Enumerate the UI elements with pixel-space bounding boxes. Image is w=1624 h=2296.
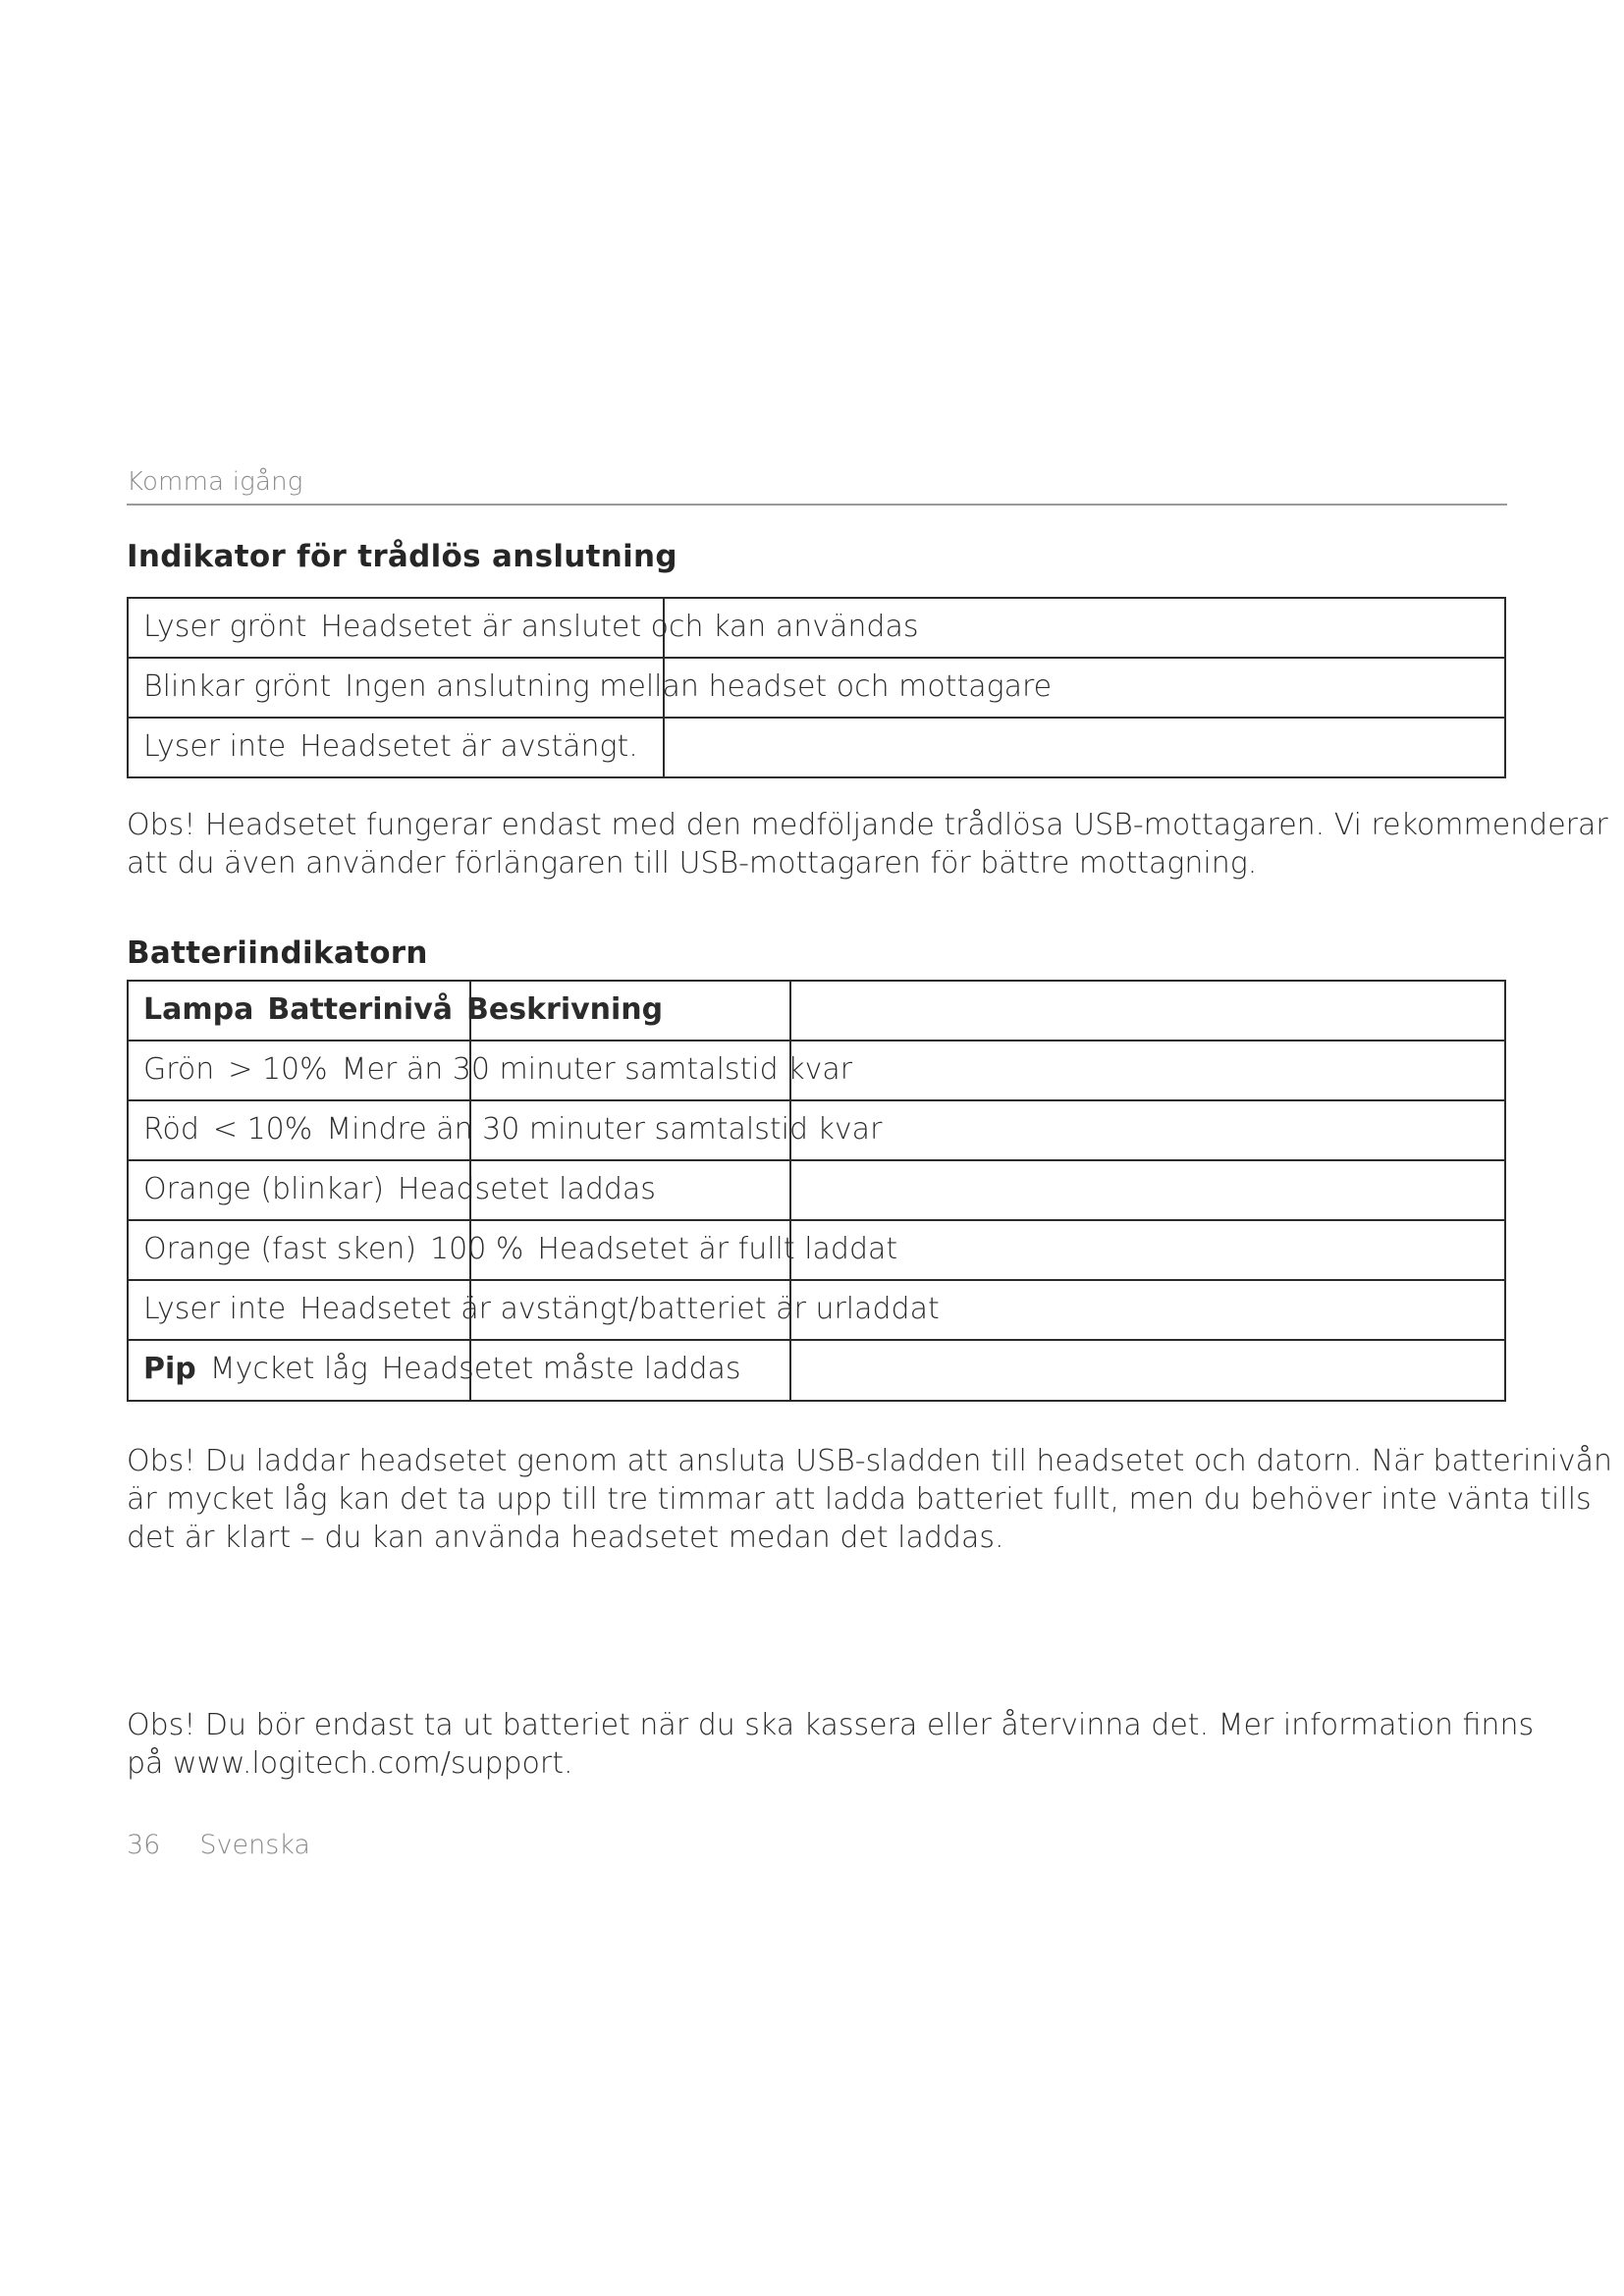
level-cell: Mycket låg: [209, 1352, 368, 1386]
battery-indicator-heading: Batteriindikatorn: [127, 935, 428, 971]
description-cell: Headsetet måste laddas: [381, 1352, 741, 1386]
battery-indicator-table: [127, 980, 1506, 1402]
table-row: [129, 1161, 1504, 1221]
wireless-indicator-table: [127, 597, 1506, 778]
indicator-description: Ingen anslutning mellan headset och mottagare: [345, 669, 1053, 704]
note-line: Obs! Headsetet fungerar endast med den medföljande trådlösa USB-mottagaren. Vi rekommenderar: [127, 808, 1608, 842]
level-cell: 100 %: [430, 1232, 524, 1266]
note-line: är mycket låg kan det ta upp till tre timmar att ladda batteriet fullt, men du behöver inte vänta tills: [127, 1482, 1592, 1517]
level-cell: < 10%: [212, 1112, 313, 1147]
page-language: Svenska: [199, 1830, 310, 1860]
wireless-indicator-heading: Indikator för trådlös anslutning: [127, 539, 677, 574]
indicator-state: Lyser inte: [143, 729, 287, 764]
lamp-cell: Orange (fast sken): [143, 1232, 417, 1266]
note-line: det är klart – du kan använda headsetet medan det laddas.: [127, 1521, 1004, 1555]
table-row: [129, 1221, 1504, 1281]
note-line: Obs! Du bör endast ta ut batteriet när du ska kassera eller återvinna det. Mer information finns: [127, 1708, 1535, 1742]
lamp-cell: Röd: [143, 1112, 199, 1147]
section-label: Komma igång: [127, 467, 303, 497]
note-line: att du även använder förlängaren till USB-mottagaren för bättre mottagning.: [127, 846, 1258, 881]
lamp-cell: Pip: [143, 1352, 196, 1386]
table-header-row: [129, 982, 1504, 1041]
table-row: [129, 1281, 1504, 1341]
section-rule: [127, 504, 1507, 506]
table-row: [129, 1341, 1504, 1401]
indicator-state: Lyser grönt: [143, 610, 307, 644]
indicator-description: Headsetet är avstängt.: [299, 729, 638, 764]
battery-note: [127, 1442, 1612, 1557]
description-cell: Headsetet laddas: [398, 1172, 656, 1206]
wireless-note: [127, 806, 1608, 882]
table-row: [129, 599, 1504, 659]
lamp-cell: Grön: [143, 1052, 215, 1087]
header-lamp: Lampa: [143, 992, 254, 1027]
lamp-cell: Orange (blinkar): [143, 1172, 385, 1206]
description-cell: Headsetet är fullt laddat: [537, 1232, 898, 1266]
indicator-state: Blinkar grönt: [143, 669, 332, 704]
header-level: Batterinivå: [267, 992, 454, 1027]
description-cell: Mer än 30 minuter samtalstid kvar: [341, 1052, 853, 1087]
level-cell: > 10%: [228, 1052, 328, 1087]
indicator-description: Headsetet är anslutet och kan användas: [320, 610, 919, 644]
description-cell: Mindre än 30 minuter samtalstid kvar: [326, 1112, 883, 1147]
table-row: [129, 1041, 1504, 1101]
header-description: Beskrivning: [466, 992, 664, 1027]
note-line: på www.logitech.com/support.: [127, 1746, 573, 1781]
description-cell: Headsetet är avstängt/batteriet är urladdat: [299, 1292, 940, 1326]
lamp-cell: Lyser inte: [143, 1292, 287, 1326]
page-footer: [127, 1830, 310, 1860]
table-row: [129, 719, 1504, 778]
disposal-note: [127, 1706, 1535, 1783]
page-number: 36: [127, 1830, 161, 1860]
note-line: Obs! Du laddar headsetet genom att ansluta USB-sladden till headsetet och datorn. När batterinivån: [127, 1444, 1612, 1478]
table-row: [129, 659, 1504, 719]
table-row: [129, 1101, 1504, 1161]
